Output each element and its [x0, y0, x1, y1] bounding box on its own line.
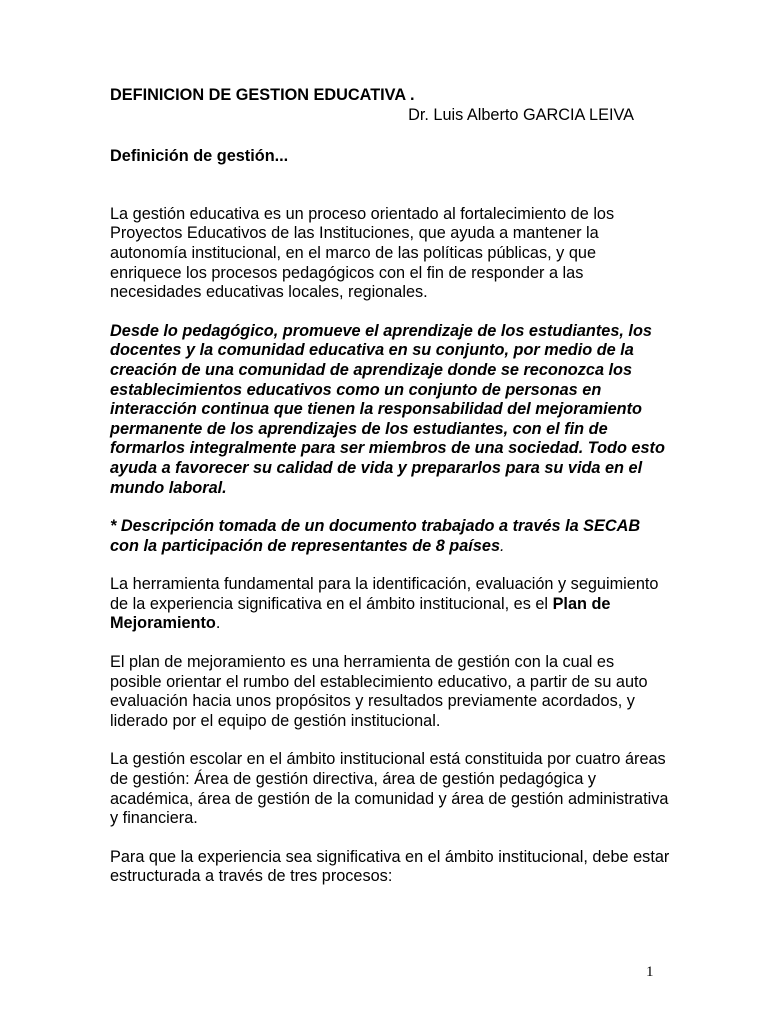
paragraph-5: El plan de mejoramiento es una herramienta de gestión con la cual es posible orientar el rumbo del establecimiento educativo, a partir de su auto evaluación hacia unos propósitos y resultados previamente acordados, y liderado por el equipo de gestión institucional. — [110, 653, 648, 730]
paragraph-3-text: * Descripción tomada de un documento trabajado a través la SECAB con la participación de representantes de 8 países — [110, 517, 641, 555]
paragraph-3 — [110, 517, 670, 556]
paragraph-7: Para que la experiencia sea significativa en el ámbito institucional, debe estar estructurada a través de tres procesos: — [110, 847, 670, 886]
paragraph-4-text: La herramienta fundamental para la identificación, evaluación y seguimiento de la experiencia significativa en el ámbito institucional, es el — [110, 575, 659, 613]
document-author: Dr. Luis Alberto GARCIA LEIVA — [408, 105, 634, 124]
paragraph-2: Desde lo pedagógico, promueve el aprendizaje de los estudiantes, los docentes y la comunidad educativa en su conjunto, por medio de la creación de una comunidad de aprendizaje donde se reconozca los establecimientos educativos como un conjunto de personas en interacción continua que tienen la responsabilidad del mejoramiento permanente de los aprendizajes de los estudiantes, con el fin de formarlos integralmente para ser miembros de una sociedad. Todo esto ayuda a favorecer su calidad de vida y prepararlos para su vida en el mundo laboral. — [110, 321, 665, 497]
section-subtitle: Definición de gestión... — [110, 147, 289, 166]
document-title: DEFINICION DE GESTION EDUCATIVA . — [110, 86, 415, 104]
document-page — [110, 86, 670, 906]
plan-de-mejoramiento-term: Plan de Mejoramiento — [110, 594, 611, 633]
paragraph-1: La gestión educativa es un proceso orientado al fortalecimiento de los Proyectos Educativos de las Instituciones, que ayuda a mantener la autonomía institucional, en el marco de las políticas públicas, y que enriquece los procesos pedagógicos con el fin de responder a las necesidades educativas locales, regionales. — [110, 204, 615, 302]
paragraph-4-end: . — [215, 614, 221, 633]
paragraph-6: La gestión escolar en el ámbito institucional está constituida por cuatro áreas de gestión: Área de gestión directiva, área de gestión pedagógica y académica, área de gestión de la comunidad y área de gestión administrativa y financiera. — [110, 750, 669, 828]
paragraph-3-end: . — [500, 536, 505, 555]
paragraph-4 — [110, 575, 670, 634]
page-number: 1 — [646, 964, 654, 980]
